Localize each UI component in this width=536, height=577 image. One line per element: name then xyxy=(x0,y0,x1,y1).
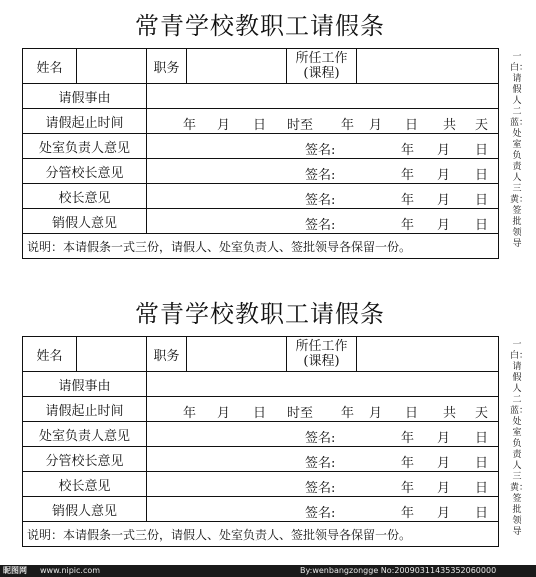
sign-month: 月 xyxy=(437,143,451,158)
period-year2: 年 xyxy=(341,406,355,421)
period-label: 请假起止时间 xyxy=(23,109,147,134)
period-label: 请假起止时间 xyxy=(23,397,147,422)
job-course-label-line2: (课程) xyxy=(303,354,340,369)
reason-row xyxy=(23,372,499,397)
vp-opinion-row xyxy=(23,159,499,184)
sign-month: 月 xyxy=(437,218,451,233)
copy-distribution-note: 一白：请假人二蓝：处室负责人三黄：签批领导 xyxy=(510,52,529,249)
period-month2: 月 xyxy=(369,406,383,421)
period-day: 日 xyxy=(253,118,267,133)
principal-opinion-field[interactable] xyxy=(147,472,499,497)
sign-label: 签名: xyxy=(305,456,336,471)
name-label: 姓名 xyxy=(23,337,77,372)
sign-label: 签名: xyxy=(305,143,336,158)
form-title: 常青学校教职工请假条 xyxy=(135,300,385,328)
job-course-field[interactable] xyxy=(357,337,499,372)
sign-label: 签名: xyxy=(305,481,336,496)
leave-form-table xyxy=(22,336,499,547)
sign-day: 日 xyxy=(475,143,489,158)
reason-field[interactable] xyxy=(147,84,499,109)
name-label: 姓名 xyxy=(23,49,77,84)
sign-day: 日 xyxy=(475,456,489,471)
period-year2: 年 xyxy=(341,118,355,133)
period-days: 天 xyxy=(475,118,489,133)
position-label: 职务 xyxy=(147,49,187,84)
job-course-label xyxy=(287,337,357,372)
sign-day: 日 xyxy=(475,481,489,496)
watermark-url: www.nipic.com xyxy=(40,566,101,575)
return-opinion-label: 销假人意见 xyxy=(23,497,147,522)
sign-year: 年 xyxy=(401,431,415,446)
sign-month: 月 xyxy=(437,506,451,521)
sign-day: 日 xyxy=(475,431,489,446)
job-course-label xyxy=(287,49,357,84)
sign-month: 月 xyxy=(437,193,451,208)
principal-opinion-row xyxy=(23,472,499,497)
leave-form-table xyxy=(22,48,499,259)
job-course-label-line1: 所任工作 xyxy=(295,339,348,354)
sign-year: 年 xyxy=(401,481,415,496)
period-year: 年 xyxy=(183,118,197,133)
period-month2: 月 xyxy=(369,118,383,133)
dept-opinion-label: 处室负责人意见 xyxy=(23,422,147,447)
sign-label: 签名: xyxy=(305,506,336,521)
form-note: 说明：本请假条一式三份，请假人、处室负责人、签批领导各保留一份。 xyxy=(23,234,499,259)
principal-opinion-label: 校长意见 xyxy=(23,184,147,209)
period-total: 共 xyxy=(443,406,457,421)
period-year: 年 xyxy=(183,406,197,421)
period-to: 时至 xyxy=(287,406,314,421)
form-note: 说明：本请假条一式三份，请假人、处室负责人、签批领导各保留一份。 xyxy=(23,522,499,547)
period-day2: 日 xyxy=(405,406,419,421)
vp-opinion-row xyxy=(23,447,499,472)
form-title: 常青学校教职工请假条 xyxy=(135,12,385,40)
sign-month: 月 xyxy=(437,481,451,496)
sign-year: 年 xyxy=(401,456,415,471)
sign-year: 年 xyxy=(401,143,415,158)
note-row xyxy=(23,522,499,547)
sign-month: 月 xyxy=(437,456,451,471)
dept-opinion-row xyxy=(23,422,499,447)
vp-opinion-field[interactable] xyxy=(147,159,499,184)
name-field[interactable] xyxy=(77,49,147,84)
header-row xyxy=(23,337,499,372)
reason-label: 请假事由 xyxy=(23,84,147,109)
sign-month: 月 xyxy=(437,168,451,183)
period-days: 天 xyxy=(475,406,489,421)
vp-opinion-label: 分管校长意见 xyxy=(23,447,147,472)
sign-day: 日 xyxy=(475,168,489,183)
sign-day: 日 xyxy=(475,506,489,521)
period-day2: 日 xyxy=(405,118,419,133)
sign-day: 日 xyxy=(475,193,489,208)
leave-form-1 xyxy=(22,0,498,259)
period-row xyxy=(23,397,499,422)
sign-day: 日 xyxy=(475,218,489,233)
sign-label: 签名: xyxy=(305,168,336,183)
period-to: 时至 xyxy=(287,118,314,133)
period-total: 共 xyxy=(443,118,457,133)
job-course-label-line1: 所任工作 xyxy=(295,51,348,66)
position-field[interactable] xyxy=(187,337,287,372)
dept-opinion-row xyxy=(23,134,499,159)
reason-field[interactable] xyxy=(147,372,499,397)
return-opinion-field[interactable] xyxy=(147,497,499,522)
sign-year: 年 xyxy=(401,168,415,183)
position-label: 职务 xyxy=(147,337,187,372)
period-field[interactable] xyxy=(147,109,499,134)
dept-opinion-field[interactable] xyxy=(147,422,499,447)
period-month: 月 xyxy=(217,118,231,133)
period-month: 月 xyxy=(217,406,231,421)
watermark-logo: 昵图网 xyxy=(3,566,27,575)
principal-opinion-field[interactable] xyxy=(147,184,499,209)
watermark-footer xyxy=(0,565,536,577)
period-row xyxy=(23,109,499,134)
position-field[interactable] xyxy=(187,49,287,84)
return-opinion-row xyxy=(23,209,499,234)
sign-year: 年 xyxy=(401,193,415,208)
period-field[interactable] xyxy=(147,397,499,422)
dept-opinion-label: 处室负责人意见 xyxy=(23,134,147,159)
principal-opinion-row xyxy=(23,184,499,209)
watermark-id: By:wenbangzongge No:20090311435352060000 xyxy=(300,566,497,575)
sign-year: 年 xyxy=(401,218,415,233)
header-row xyxy=(23,49,499,84)
return-opinion-field[interactable] xyxy=(147,209,499,234)
vp-opinion-field[interactable] xyxy=(147,447,499,472)
leave-form-2 xyxy=(22,288,498,547)
sign-label: 签名: xyxy=(305,218,336,233)
principal-opinion-label: 校长意见 xyxy=(23,472,147,497)
job-course-field[interactable] xyxy=(357,49,499,84)
sign-label: 签名: xyxy=(305,193,336,208)
reason-label: 请假事由 xyxy=(23,372,147,397)
return-opinion-row xyxy=(23,497,499,522)
note-row xyxy=(23,234,499,259)
period-day: 日 xyxy=(253,406,267,421)
sign-month: 月 xyxy=(437,431,451,446)
return-opinion-label: 销假人意见 xyxy=(23,209,147,234)
dept-opinion-field[interactable] xyxy=(147,134,499,159)
sign-label: 签名: xyxy=(305,431,336,446)
vp-opinion-label: 分管校长意见 xyxy=(23,159,147,184)
copy-distribution-note: 一白：请假人二蓝：处室负责人三黄：签批领导 xyxy=(510,340,529,537)
job-course-label-line2: (课程) xyxy=(303,66,340,81)
reason-row xyxy=(23,84,499,109)
sign-year: 年 xyxy=(401,506,415,521)
name-field[interactable] xyxy=(77,337,147,372)
